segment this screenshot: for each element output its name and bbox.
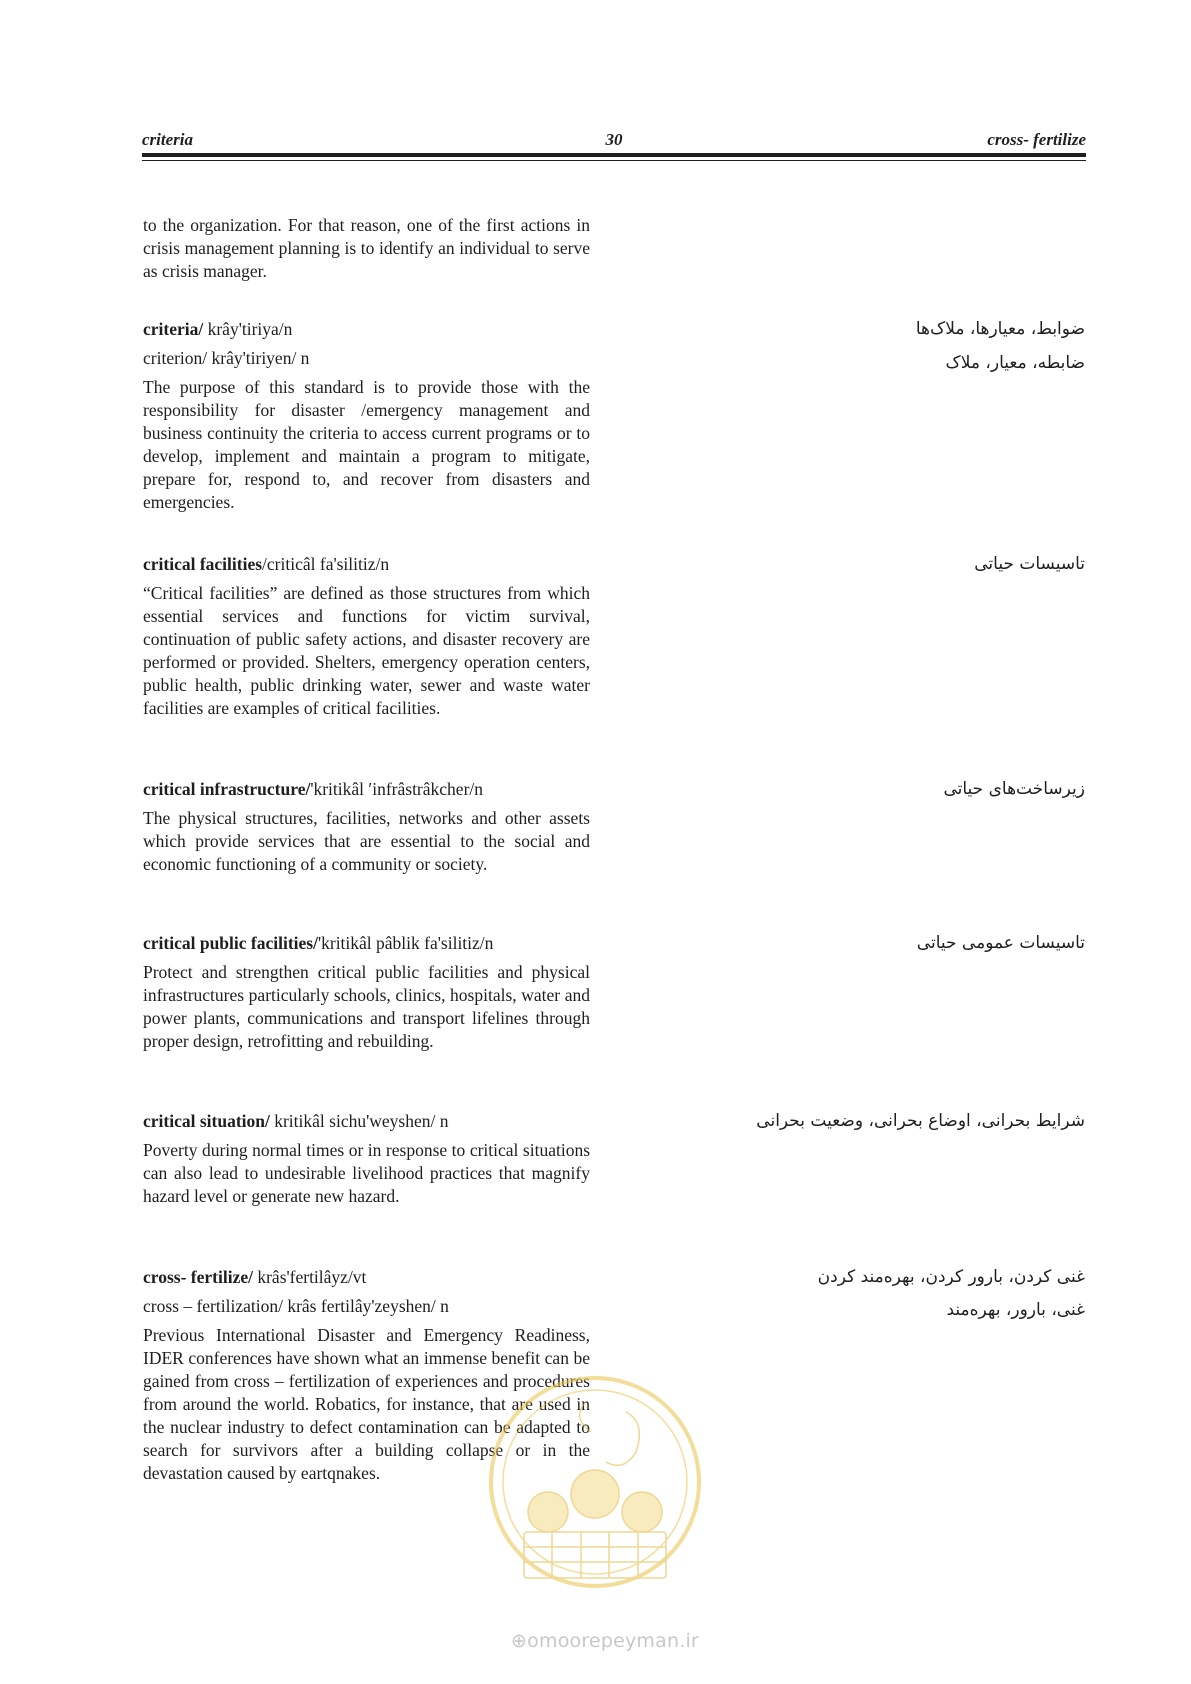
- entry-headword-line: [143, 778, 590, 801]
- entry-term: criteria/: [143, 319, 204, 339]
- entry-pronunciation: 'kritikâl pâblik fa'silitiz/n: [317, 933, 494, 953]
- entry-critical-infrastructure: [143, 778, 590, 876]
- entry-subterm: cross – fertilization/ krâs fertilây'zeyshen/ n: [143, 1296, 449, 1316]
- entry-term: critical facilities: [143, 554, 263, 574]
- entry-definition: Poverty during normal times or in response to critical situations can also lead to undesirable livelihood practices that magnify hazard level or generate new hazard.: [143, 1140, 590, 1206]
- entry-cross-fertilize-persian: غنی کردن، بارور کردن، بهره‌مند کردن: [817, 1267, 1085, 1287]
- entry-critical-public-facilities: [143, 932, 590, 1053]
- watermark-text: omoorepeyman.ir: [527, 1630, 699, 1652]
- entry-definition: “Critical facilities” are defined as those structures from which essential services and functions for victim survival, continuation of public safety actions, and disaster recovery are performed or provided. Shelters, emergency operation centers, public health, public drinking water, sewer and waste water facilities are examples of critical facilities.: [143, 583, 590, 718]
- intro-paragraph: to the organization. For that reason, one of the first actions in crisis management planning is to identify an individual to serve as crisis manager.: [143, 215, 590, 281]
- entry-pronunciation: /criticâl fa'silitiz/n: [262, 554, 390, 574]
- entry-critical-facilities-persian: تاسیسات حیاتی: [974, 554, 1085, 574]
- entry-cross-fertilize: [143, 1266, 590, 1485]
- watermark-url: [485, 1630, 725, 1652]
- header-last-term: cross- fertilize: [987, 130, 1086, 149]
- entry-definition: Protect and strengthen critical public facilities and physical infrastructures particularly schools, clinics, hospitals, water and power plants, communications and transport lifelines through proper design, retrofitting and rebuilding.: [143, 962, 590, 1051]
- entry-critical-situation: [143, 1110, 590, 1208]
- entry-headword-line: [143, 318, 590, 341]
- page-number: 30: [605, 130, 623, 149]
- entry-pronunciation: 'kritikâl ′infrâstrâkcher/n: [310, 779, 484, 799]
- entry-criteria-persian: ضوابط، معیارها، ملاک‌ها: [915, 319, 1085, 339]
- entry-headword-line: [143, 1266, 590, 1289]
- entry-headword-line: [143, 1110, 590, 1133]
- entry-critical-situation-persian: شرایط بحرانی، اوضاع بحرانی، وضعیت بحرانی: [756, 1111, 1085, 1131]
- entry-critical-infrastructure-persian: زیرساخت‌های حیاتی: [943, 779, 1085, 799]
- entry-criteria: [143, 318, 590, 514]
- entry-critical-facilities: [143, 553, 590, 720]
- entry-headword-line: [143, 932, 590, 955]
- entry-term: cross- fertilize/: [143, 1267, 253, 1287]
- entry-term: critical infrastructure/: [143, 779, 311, 799]
- header-rule-thick: [142, 153, 1086, 157]
- entry-criteria-persian-sub: ضابطه، معیار، ملاک: [945, 353, 1085, 373]
- entry-pronunciation: kritikâl sichu'weyshen/ n: [269, 1111, 449, 1131]
- entry-definition: The purpose of this standard is to provide those with the responsibility for disaster /emergency management and business continuity the criteria to access current programs or to develop, implement and maintain a program to mitigate, prepare for, respond to, and recover from disasters and emergencies.: [143, 377, 590, 512]
- header-first-term: criteria: [142, 130, 193, 149]
- entry-pronunciation: krây'tiriya/n: [203, 319, 293, 339]
- watermark-globe-icon: ⊕: [511, 1630, 528, 1652]
- entry-term: critical situation/: [143, 1111, 270, 1131]
- entry-term: critical public facilities/: [143, 933, 318, 953]
- intro-continuation: [143, 214, 590, 283]
- entry-definition: The physical structures, facilities, networks and other assets which provide services that are essential to the social and economic functioning of a community or society.: [143, 808, 590, 874]
- entry-critical-public-facilities-persian: تاسیسات عمومی حیاتی: [916, 933, 1085, 953]
- entry-pronunciation: krâs'fertilâyz/vt: [252, 1267, 367, 1287]
- entry-definition: Previous International Disaster and Emergency Readiness, IDER conferences have shown what an immense benefit can be gained from cross – fertilization of experiences and procedures from around the world. Robatics, for instance, that are used in the nuclear industry to defect contamination can be adapted to search for survivors after a building collapse or in the devastation caused by eartqnakes.: [143, 1325, 590, 1483]
- entry-headword-line: [143, 553, 590, 576]
- header-rule-thin: [142, 160, 1086, 161]
- entry-cross-fertilize-persian-sub: غنی، بارور، بهره‌مند: [946, 1300, 1085, 1320]
- page-header: [142, 126, 1086, 154]
- entry-subterm: criterion/ krây'tiriyen/ n: [143, 348, 310, 368]
